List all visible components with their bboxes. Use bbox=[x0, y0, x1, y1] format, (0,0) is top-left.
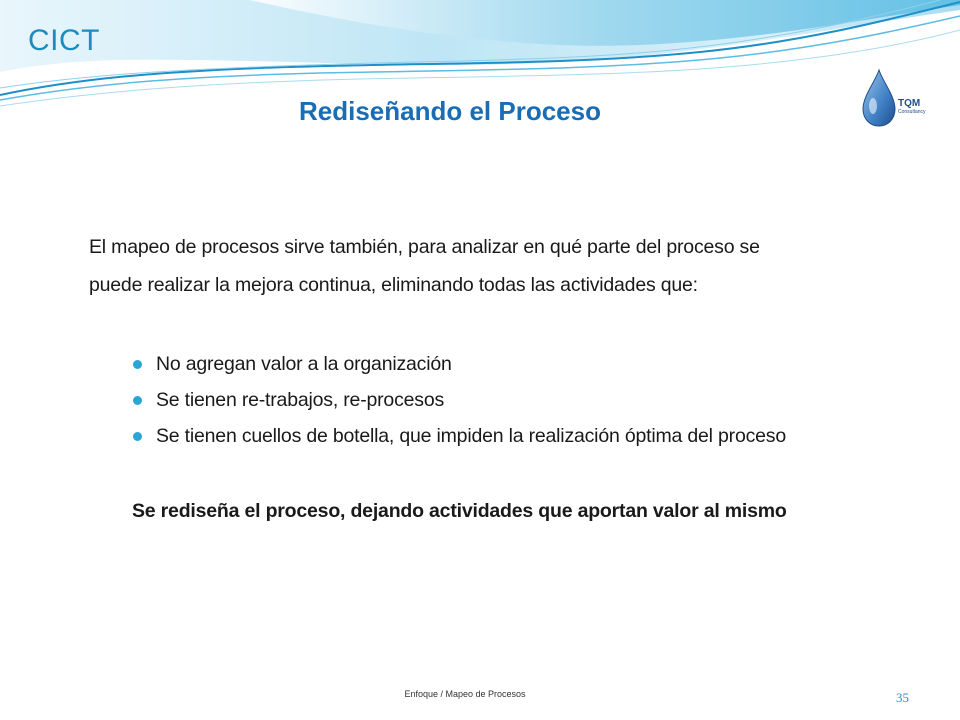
bullet-dot-icon bbox=[133, 432, 142, 441]
slide-title: Rediseñando el Proceso bbox=[299, 96, 601, 126]
intro-paragraph bbox=[89, 228, 889, 304]
conclusion-text: Se rediseña el proceso, dejando actividades que aportan valor al mismo bbox=[132, 500, 787, 522]
bullet-text: No agregan valor a la organización bbox=[156, 353, 452, 375]
bullet-dot-icon bbox=[133, 360, 142, 369]
bullet-text: Se tienen cuellos de botella, que impiden la realización óptima del proceso bbox=[156, 425, 786, 447]
brand-name: CICT bbox=[28, 24, 100, 57]
logo-sub-text: Consultancy bbox=[898, 109, 926, 115]
list-item bbox=[132, 382, 786, 418]
bullet-text: Se tienen re-trabajos, re-procesos bbox=[156, 389, 445, 411]
intro-line: puede realizar la mejora continua, eliminando todas las actividades que: bbox=[89, 274, 698, 296]
bullet-dot-icon bbox=[133, 396, 142, 405]
wave-header-decoration bbox=[0, 0, 960, 110]
intro-line: El mapeo de procesos sirve también, para analizar en qué parte del proceso se bbox=[89, 236, 760, 258]
list-item bbox=[132, 346, 786, 382]
footer-caption: Enfoque / Mapeo de Procesos bbox=[404, 689, 526, 699]
bullet-list bbox=[132, 346, 786, 454]
list-item bbox=[132, 418, 786, 454]
page-number: 35 bbox=[896, 690, 909, 705]
logo-main-text: TQM bbox=[898, 98, 921, 109]
